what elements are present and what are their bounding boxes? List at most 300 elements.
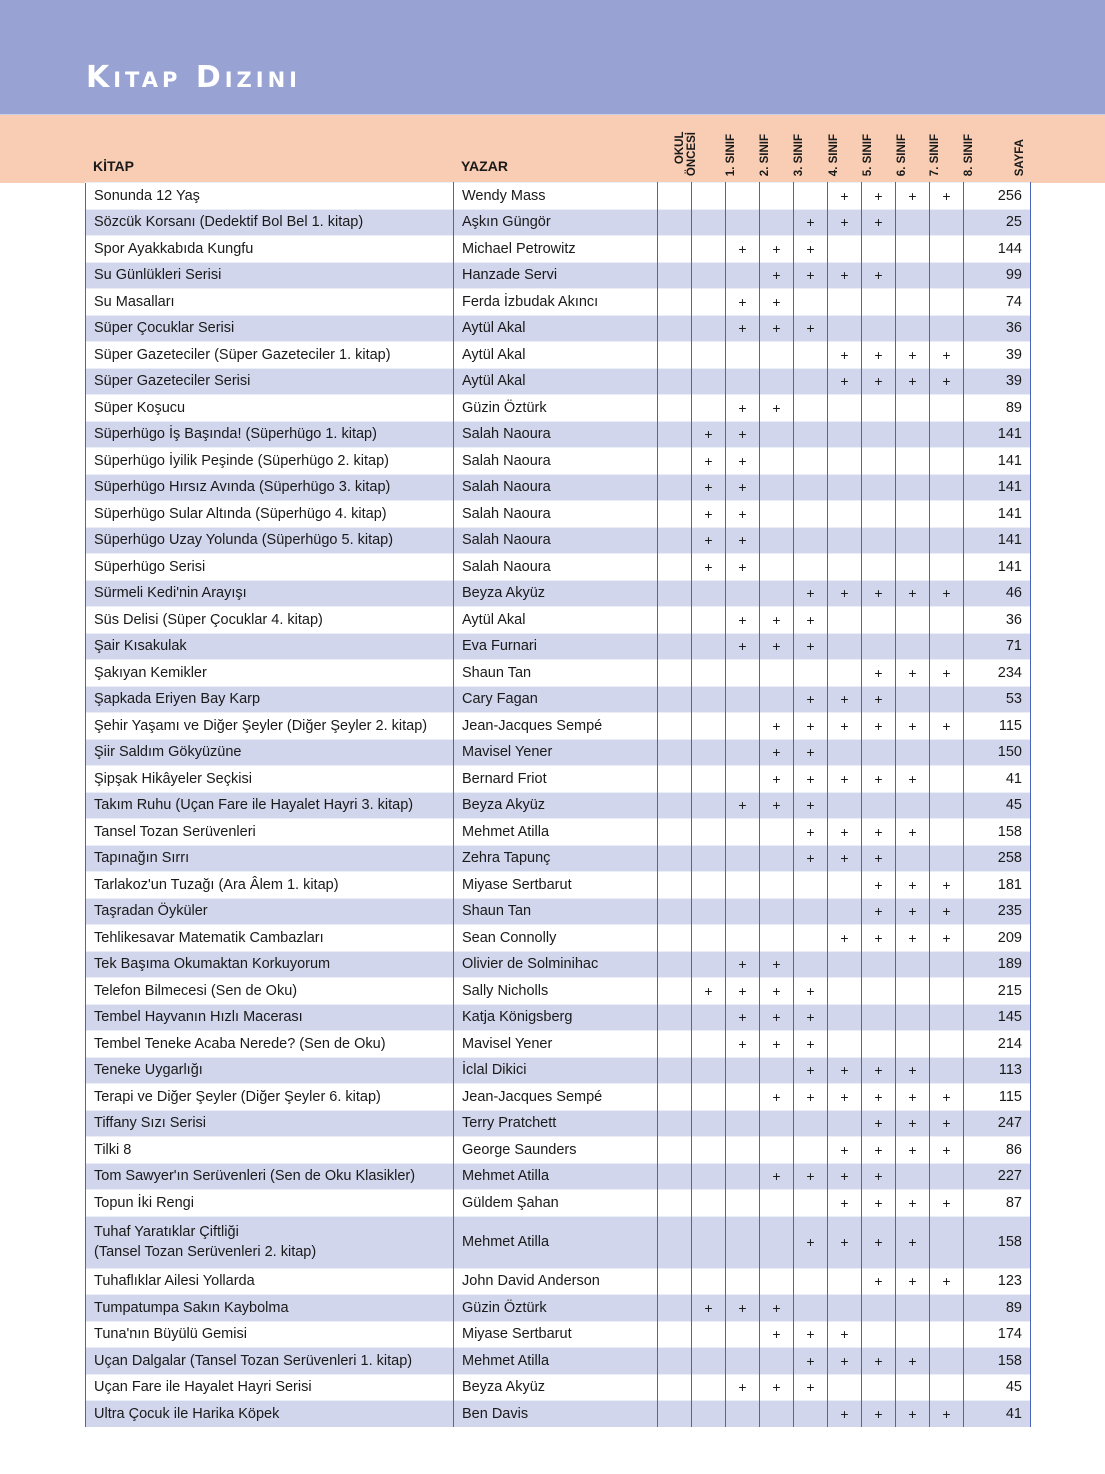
preschool-cell — [658, 554, 692, 581]
grade-6-cell: + — [862, 686, 896, 713]
grade-7-cell — [896, 474, 930, 501]
book-title-cell: Topun İki Rengi — [86, 1190, 454, 1217]
grade-1-cell: + — [692, 554, 726, 581]
grade-7-cell: + — [896, 368, 930, 395]
preschool-cell — [658, 951, 692, 978]
book-title-cell: Süper Gazeteciler Serisi — [86, 368, 454, 395]
column-header-book: KİTAP — [93, 158, 134, 174]
column-header-grade-1 — [714, 118, 748, 176]
grade-2-cell — [726, 845, 760, 872]
book-title-cell: Şehir Yaşamı ve Diğer Şeyler (Diğer Şeyler 2. kitap) — [86, 713, 454, 740]
grade-3-cell — [760, 421, 794, 448]
book-title-cell: Tom Sawyer'ın Serüvenleri (Sen de Oku Klasikler) — [86, 1163, 454, 1190]
grade-5-cell: + — [828, 766, 862, 793]
grade-7-cell — [896, 633, 930, 660]
table-row — [86, 633, 1031, 660]
book-title-cell: Su Günlükleri Serisi — [86, 262, 454, 289]
column-header-grade-label: 4. SINIF — [827, 133, 840, 176]
page-number-cell: 45 — [964, 1374, 1031, 1401]
grade-2-cell — [726, 872, 760, 899]
grade-6-cell — [862, 951, 896, 978]
book-title-cell: Süper Çocuklar Serisi — [86, 315, 454, 342]
author-cell: Sean Connolly — [454, 925, 658, 952]
grade-8-cell — [930, 1295, 964, 1322]
preschool-cell — [658, 1137, 692, 1164]
author-cell: Güzin Öztürk — [454, 395, 658, 422]
grade-6-cell: + — [862, 1110, 896, 1137]
page-number-cell: 258 — [964, 845, 1031, 872]
grade-6-cell: + — [862, 1190, 896, 1217]
author-cell: Beyza Akyüz — [454, 1374, 658, 1401]
grade-5-cell — [828, 951, 862, 978]
table-row — [86, 1401, 1031, 1428]
grade-5-cell: + — [828, 580, 862, 607]
grade-2-cell — [726, 713, 760, 740]
preschool-cell — [658, 1057, 692, 1084]
grade-8-cell: + — [930, 368, 964, 395]
author-cell: Aşkın Güngör — [454, 209, 658, 236]
book-title-cell: Sonunda 12 Yaş — [86, 183, 454, 210]
table-row — [86, 368, 1031, 395]
page-number-cell: 141 — [964, 527, 1031, 554]
page-number-cell: 181 — [964, 872, 1031, 899]
grade-4-cell — [794, 951, 828, 978]
grade-6-cell — [862, 236, 896, 263]
book-title-cell: Tansel Tozan Serüvenleri — [86, 819, 454, 846]
grade-6-cell: + — [862, 262, 896, 289]
grade-2-cell: + — [726, 792, 760, 819]
table-row — [86, 845, 1031, 872]
preschool-cell — [658, 1401, 692, 1428]
author-cell: Ferda İzbudak Akıncı — [454, 289, 658, 316]
author-cell: Mehmet Atilla — [454, 1348, 658, 1375]
grade-7-cell — [896, 395, 930, 422]
grade-3-cell — [760, 898, 794, 925]
table-row — [86, 898, 1031, 925]
book-title-cell: Tumpatumpa Sakın Kaybolma — [86, 1295, 454, 1322]
preschool-cell — [658, 289, 692, 316]
grade-7-cell: + — [896, 342, 930, 369]
page-number-cell: 150 — [964, 739, 1031, 766]
grade-1-cell — [692, 951, 726, 978]
grade-8-cell — [930, 1163, 964, 1190]
grade-2-cell — [726, 1321, 760, 1348]
book-title-cell: Tembel Hayvanın Hızlı Macerası — [86, 1004, 454, 1031]
table-row — [86, 1321, 1031, 1348]
grade-6-cell: + — [862, 1084, 896, 1111]
grade-4-cell — [794, 1295, 828, 1322]
grade-1-cell: + — [692, 501, 726, 528]
grade-1-cell: + — [692, 1295, 726, 1322]
grade-5-cell — [828, 236, 862, 263]
grade-5-cell: + — [828, 1163, 862, 1190]
table-row — [86, 660, 1031, 687]
grade-3-cell — [760, 342, 794, 369]
preschool-cell — [658, 1110, 692, 1137]
grade-5-cell: + — [828, 845, 862, 872]
grade-4-cell — [794, 501, 828, 528]
grade-5-cell — [828, 1031, 862, 1058]
page-number-cell: 256 — [964, 183, 1031, 210]
grade-2-cell: + — [726, 421, 760, 448]
table-row — [86, 289, 1031, 316]
book-title-cell: Süperhügo Serisi — [86, 554, 454, 581]
grade-1-cell — [692, 792, 726, 819]
grade-8-cell: + — [930, 1110, 964, 1137]
grade-6-cell — [862, 501, 896, 528]
grade-2-cell: + — [726, 448, 760, 475]
grade-7-cell — [896, 739, 930, 766]
grade-1-cell — [692, 1057, 726, 1084]
preschool-cell — [658, 527, 692, 554]
grade-1-cell — [692, 1374, 726, 1401]
author-cell: Aytül Akal — [454, 607, 658, 634]
grade-7-cell: + — [896, 766, 930, 793]
grade-8-cell — [930, 1004, 964, 1031]
table-row — [86, 1348, 1031, 1375]
grade-7-cell — [896, 315, 930, 342]
grade-1-cell — [692, 845, 726, 872]
grade-3-cell: + — [760, 1374, 794, 1401]
table-row — [86, 395, 1031, 422]
author-cell: Salah Naoura — [454, 527, 658, 554]
grade-7-cell — [896, 262, 930, 289]
author-cell: Salah Naoura — [454, 554, 658, 581]
grade-1-cell — [692, 1031, 726, 1058]
preschool-cell — [658, 395, 692, 422]
preschool-cell — [658, 872, 692, 899]
grade-4-cell: + — [794, 236, 828, 263]
grade-5-cell — [828, 978, 862, 1005]
grade-3-cell — [760, 1216, 794, 1268]
grade-6-cell — [862, 792, 896, 819]
grade-7-cell: + — [896, 925, 930, 952]
grade-4-cell — [794, 289, 828, 316]
table-row — [86, 1268, 1031, 1295]
grade-4-cell — [794, 395, 828, 422]
grade-2-cell — [726, 368, 760, 395]
grade-3-cell: + — [760, 951, 794, 978]
grade-7-cell — [896, 978, 930, 1005]
grade-1-cell — [692, 660, 726, 687]
book-title-cell: Terapi ve Diğer Şeyler (Diğer Şeyler 6. kitap) — [86, 1084, 454, 1111]
author-cell: Mehmet Atilla — [454, 1216, 658, 1268]
book-title-cell: Süperhügo İyilik Peşinde (Süperhügo 2. kitap) — [86, 448, 454, 475]
book-title-cell: Tuhaf Yaratıklar Çiftliği (Tansel Tozan Serüvenleri 2. kitap) — [86, 1216, 454, 1268]
preschool-cell — [658, 978, 692, 1005]
column-header-grade-8 — [952, 118, 986, 176]
book-title-cell: Tarlakoz'un Tuzağı (Ara Âlem 1. kitap) — [86, 872, 454, 899]
author-cell: Mavisel Yener — [454, 1031, 658, 1058]
table-row — [86, 1004, 1031, 1031]
grade-1-cell — [692, 580, 726, 607]
grade-8-cell — [930, 262, 964, 289]
page-number-cell: 89 — [964, 1295, 1031, 1322]
grade-3-cell — [760, 183, 794, 210]
grade-1-cell — [692, 1110, 726, 1137]
grade-4-cell: + — [794, 1321, 828, 1348]
grade-3-cell — [760, 660, 794, 687]
author-cell: Eva Furnari — [454, 633, 658, 660]
grade-2-cell — [726, 819, 760, 846]
grade-1-cell — [692, 898, 726, 925]
grade-7-cell: + — [896, 1137, 930, 1164]
table-row — [86, 925, 1031, 952]
grade-3-cell — [760, 209, 794, 236]
grade-6-cell — [862, 1004, 896, 1031]
grade-3-cell — [760, 1110, 794, 1137]
table-row — [86, 342, 1031, 369]
preschool-cell — [658, 1268, 692, 1295]
grade-3-cell — [760, 872, 794, 899]
grade-1-cell — [692, 1004, 726, 1031]
grade-5-cell — [828, 474, 862, 501]
grade-5-cell — [828, 1295, 862, 1322]
grade-4-cell: + — [794, 1084, 828, 1111]
grade-1-cell — [692, 713, 726, 740]
book-title-cell: Tek Başıma Okumaktan Korkuyorum — [86, 951, 454, 978]
grade-4-cell: + — [794, 633, 828, 660]
grade-5-cell — [828, 1110, 862, 1137]
author-cell: Güldem Şahan — [454, 1190, 658, 1217]
grade-4-cell — [794, 474, 828, 501]
grade-7-cell: + — [896, 1401, 930, 1428]
table-row — [86, 315, 1031, 342]
page-number-cell: 247 — [964, 1110, 1031, 1137]
table-row — [86, 951, 1031, 978]
grade-2-cell: + — [726, 1374, 760, 1401]
grade-2-cell — [726, 1401, 760, 1428]
preschool-cell — [658, 686, 692, 713]
grade-6-cell: + — [862, 925, 896, 952]
author-cell: George Saunders — [454, 1137, 658, 1164]
page-number-cell: 209 — [964, 925, 1031, 952]
page-number-cell: 74 — [964, 289, 1031, 316]
grade-3-cell — [760, 819, 794, 846]
author-cell: Salah Naoura — [454, 474, 658, 501]
table-row — [86, 501, 1031, 528]
grade-8-cell — [930, 421, 964, 448]
column-header-grade-label: 5. SINIF — [862, 133, 874, 176]
grade-7-cell: + — [896, 183, 930, 210]
table-row — [86, 766, 1031, 793]
preschool-cell — [658, 845, 692, 872]
book-title-cell: Süperhügo İş Başında! (Süperhügo 1. kitap) — [86, 421, 454, 448]
preschool-cell — [658, 501, 692, 528]
page-number-cell: 36 — [964, 315, 1031, 342]
grade-6-cell — [862, 607, 896, 634]
grade-3-cell: + — [760, 262, 794, 289]
author-cell: Beyza Akyüz — [454, 792, 658, 819]
grade-3-cell: + — [760, 1321, 794, 1348]
grade-8-cell: + — [930, 1401, 964, 1428]
grade-8-cell: + — [930, 872, 964, 899]
grade-2-cell — [726, 262, 760, 289]
grade-4-cell: + — [794, 580, 828, 607]
grade-5-cell — [828, 501, 862, 528]
grade-5-cell: + — [828, 686, 862, 713]
table-row — [86, 1163, 1031, 1190]
preschool-cell — [658, 1216, 692, 1268]
preschool-cell — [658, 766, 692, 793]
grade-4-cell — [794, 527, 828, 554]
grade-2-cell: + — [726, 978, 760, 1005]
grade-2-cell — [726, 660, 760, 687]
preschool-cell — [658, 448, 692, 475]
page-number-cell: 46 — [964, 580, 1031, 607]
grade-7-cell — [896, 554, 930, 581]
grade-8-cell — [930, 448, 964, 475]
grade-4-cell: + — [794, 766, 828, 793]
grade-5-cell: + — [828, 1137, 862, 1164]
book-index-table — [85, 182, 1031, 1427]
page-title: Kitap Dizini — [86, 60, 301, 95]
grade-7-cell: + — [896, 1268, 930, 1295]
grade-2-cell — [726, 1348, 760, 1375]
grade-5-cell — [828, 395, 862, 422]
preschool-cell — [658, 1321, 692, 1348]
grade-4-cell — [794, 421, 828, 448]
grade-2-cell: + — [726, 1004, 760, 1031]
grade-8-cell — [930, 1374, 964, 1401]
grade-7-cell: + — [896, 580, 930, 607]
grade-8-cell — [930, 289, 964, 316]
column-header-pages — [986, 118, 1053, 176]
preschool-cell — [658, 660, 692, 687]
grade-1-cell — [692, 183, 726, 210]
grade-6-cell — [862, 315, 896, 342]
preschool-cell — [658, 474, 692, 501]
grade-8-cell — [930, 395, 964, 422]
grade-8-cell — [930, 607, 964, 634]
grade-5-cell: + — [828, 1348, 862, 1375]
preschool-cell — [658, 1374, 692, 1401]
book-title-cell: Spor Ayakkabıda Kungfu — [86, 236, 454, 263]
grade-8-cell: + — [930, 898, 964, 925]
column-header-author: YAZAR — [461, 158, 508, 174]
book-title-cell: Şiir Saldım Gökyüzüne — [86, 739, 454, 766]
book-title-cell: Süper Gazeteciler (Süper Gazeteciler 1. kitap) — [86, 342, 454, 369]
grade-4-cell — [794, 1110, 828, 1137]
grade-5-cell: + — [828, 1190, 862, 1217]
grade-5-cell: + — [828, 713, 862, 740]
grade-3-cell: + — [760, 1163, 794, 1190]
preschool-cell — [658, 342, 692, 369]
grade-1-cell — [692, 1084, 726, 1111]
grade-2-cell: + — [726, 1295, 760, 1322]
grade-4-cell: + — [794, 819, 828, 846]
author-cell: Aytül Akal — [454, 368, 658, 395]
column-header-grade-label: 8. SINIF — [963, 133, 975, 176]
column-header-preschool-label: OKUL ÖNCESİ — [673, 131, 698, 176]
grade-3-cell — [760, 448, 794, 475]
page-number-cell: 144 — [964, 236, 1031, 263]
grade-4-cell: + — [794, 1004, 828, 1031]
page-number-cell: 141 — [964, 501, 1031, 528]
grade-2-cell: + — [726, 501, 760, 528]
grade-6-cell: + — [862, 580, 896, 607]
grade-6-cell: + — [862, 1057, 896, 1084]
author-cell: Shaun Tan — [454, 898, 658, 925]
column-header-grade-5 — [851, 118, 885, 176]
grade-7-cell: + — [896, 1057, 930, 1084]
grade-7-cell — [896, 289, 930, 316]
grade-7-cell — [896, 1031, 930, 1058]
page-number-cell: 41 — [964, 766, 1031, 793]
grade-8-cell — [930, 209, 964, 236]
grade-4-cell — [794, 1401, 828, 1428]
grade-4-cell: + — [794, 1031, 828, 1058]
author-cell: Salah Naoura — [454, 421, 658, 448]
author-cell: Aytül Akal — [454, 342, 658, 369]
column-header-grade-label: 7. SINIF — [929, 133, 941, 176]
grade-1-cell — [692, 872, 726, 899]
grade-1-cell — [692, 342, 726, 369]
grade-8-cell: + — [930, 342, 964, 369]
grade-1-cell — [692, 1137, 726, 1164]
grade-5-cell: + — [828, 1057, 862, 1084]
grade-3-cell — [760, 501, 794, 528]
page-number-cell: 99 — [964, 262, 1031, 289]
grade-3-cell — [760, 1137, 794, 1164]
grade-1-cell — [692, 925, 726, 952]
grade-2-cell: + — [726, 527, 760, 554]
grade-6-cell: + — [862, 183, 896, 210]
page-number-cell: 227 — [964, 1163, 1031, 1190]
author-cell: Mehmet Atilla — [454, 819, 658, 846]
author-cell: Salah Naoura — [454, 448, 658, 475]
grade-4-cell: + — [794, 1163, 828, 1190]
grade-7-cell — [896, 1163, 930, 1190]
author-cell: Cary Fagan — [454, 686, 658, 713]
grade-1-cell — [692, 1190, 726, 1217]
page-number-cell: 145 — [964, 1004, 1031, 1031]
grade-3-cell: + — [760, 1295, 794, 1322]
grade-8-cell — [930, 951, 964, 978]
grade-8-cell — [930, 1216, 964, 1268]
author-cell: Miyase Sertbarut — [454, 872, 658, 899]
preschool-cell — [658, 1348, 692, 1375]
grade-5-cell — [828, 792, 862, 819]
grade-8-cell — [930, 819, 964, 846]
book-index-rows — [86, 183, 1031, 1428]
grade-7-cell: + — [896, 660, 930, 687]
grade-8-cell: + — [930, 183, 964, 210]
grade-3-cell: + — [760, 1084, 794, 1111]
grade-5-cell: + — [828, 209, 862, 236]
grade-7-cell: + — [896, 872, 930, 899]
page-number-cell: 158 — [964, 819, 1031, 846]
table-row — [86, 448, 1031, 475]
column-header-grade-label: 1. SINIF — [725, 133, 737, 176]
book-title-cell: Ultra Çocuk ile Harika Köpek — [86, 1401, 454, 1428]
book-title-cell: Teneke Uygarlığı — [86, 1057, 454, 1084]
grade-2-cell — [726, 686, 760, 713]
grade-5-cell: + — [828, 1321, 862, 1348]
table-row — [86, 209, 1031, 236]
grade-3-cell — [760, 368, 794, 395]
grade-3-cell: + — [760, 633, 794, 660]
grade-1-cell — [692, 1216, 726, 1268]
book-title-cell: Tuna'nın Büyülü Gemisi — [86, 1321, 454, 1348]
grade-6-cell — [862, 1295, 896, 1322]
grade-2-cell — [726, 739, 760, 766]
grade-6-cell — [862, 474, 896, 501]
grade-4-cell: + — [794, 1216, 828, 1268]
author-cell: Jean-Jacques Sempé — [454, 713, 658, 740]
author-cell: Mehmet Atilla — [454, 1163, 658, 1190]
grade-7-cell: + — [896, 819, 930, 846]
